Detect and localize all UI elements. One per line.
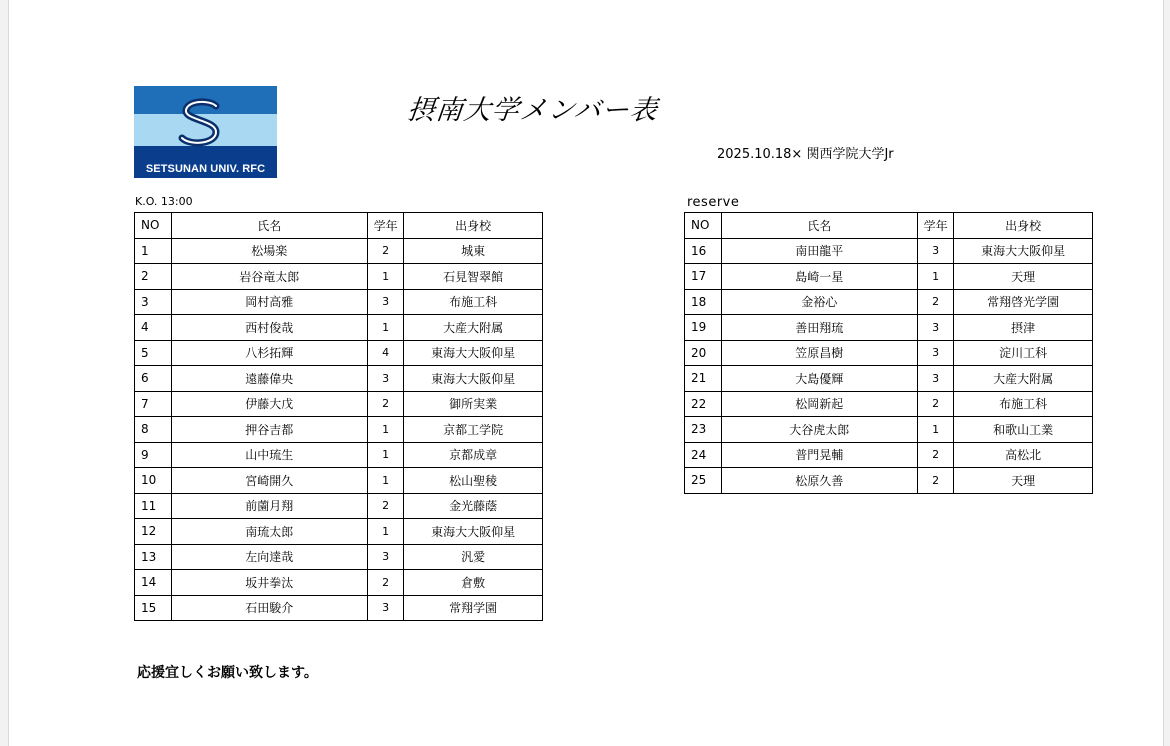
- match-info: 2025.10.18× 関西学院大学Jr: [717, 147, 894, 162]
- header-year: 学年: [917, 213, 953, 239]
- player-name: 南琉太郎: [171, 519, 367, 545]
- player-number: 2: [135, 264, 172, 290]
- player-number: 21: [685, 366, 722, 392]
- table-row: [135, 570, 543, 596]
- player-year: 3: [367, 595, 403, 621]
- player-number: 22: [685, 391, 722, 417]
- player-year: 3: [367, 544, 403, 570]
- table-row: [135, 519, 543, 545]
- player-number: 5: [135, 340, 172, 366]
- player-school: 東海大大阪仰星: [404, 340, 543, 366]
- player-name: 大島優輝: [721, 366, 917, 392]
- player-number: 11: [135, 493, 172, 519]
- table-row: [685, 442, 1093, 468]
- table-row: [685, 289, 1093, 315]
- player-school: 御所実業: [404, 391, 543, 417]
- player-name: 前薗月翔: [171, 493, 367, 519]
- table-row: [135, 315, 543, 341]
- s-emblem-icon: [172, 98, 232, 150]
- player-school: 大産大附属: [404, 315, 543, 341]
- player-school: 摂津: [954, 315, 1093, 341]
- player-number: 1: [135, 238, 172, 264]
- table-header-row: [135, 213, 543, 239]
- player-number: 13: [135, 544, 172, 570]
- player-name: 松岡新起: [721, 391, 917, 417]
- player-school: 大産大附属: [954, 366, 1093, 392]
- player-name: 坂井拳汰: [171, 570, 367, 596]
- player-name: 松場楽: [171, 238, 367, 264]
- player-year: 1: [367, 442, 403, 468]
- table-row: [135, 264, 543, 290]
- player-school: 天理: [954, 468, 1093, 494]
- player-year: 4: [367, 340, 403, 366]
- kickoff-time: K.O. 13:00: [135, 195, 193, 208]
- table-row: [135, 238, 543, 264]
- player-school: 石見智翠館: [404, 264, 543, 290]
- player-school: 京都工学院: [404, 417, 543, 443]
- player-school: 常翔学園: [404, 595, 543, 621]
- player-name: 島崎一星: [721, 264, 917, 290]
- player-year: 1: [367, 315, 403, 341]
- table-row: [135, 417, 543, 443]
- table-row: [135, 340, 543, 366]
- table-row: [135, 442, 543, 468]
- player-year: 3: [917, 366, 953, 392]
- header-no: NO: [135, 213, 172, 239]
- player-name: 石田駿介: [171, 595, 367, 621]
- table-row: [685, 417, 1093, 443]
- footer-message: 応援宜しくお願い致します。: [137, 665, 318, 681]
- player-year: 1: [367, 264, 403, 290]
- player-year: 1: [917, 417, 953, 443]
- starting-member-table: [134, 212, 543, 621]
- player-name: 善田翔琉: [721, 315, 917, 341]
- player-school: 淀川工科: [954, 340, 1093, 366]
- player-name: 岩谷竜太郎: [171, 264, 367, 290]
- player-year: 3: [917, 340, 953, 366]
- player-year: 1: [917, 264, 953, 290]
- table-row: [135, 595, 543, 621]
- table-row: [135, 289, 543, 315]
- player-school: 汎愛: [404, 544, 543, 570]
- player-year: 3: [917, 238, 953, 264]
- table-row: [135, 544, 543, 570]
- player-year: 3: [917, 315, 953, 341]
- player-name: 遠藤偉央: [171, 366, 367, 392]
- player-name: 岡村高雅: [171, 289, 367, 315]
- player-year: 2: [367, 570, 403, 596]
- player-number: 17: [685, 264, 722, 290]
- player-number: 18: [685, 289, 722, 315]
- player-name: 西村俊哉: [171, 315, 367, 341]
- player-name: 伊藤大戊: [171, 391, 367, 417]
- header-year: 学年: [367, 213, 403, 239]
- table-row: [135, 391, 543, 417]
- header-no: NO: [685, 213, 722, 239]
- player-name: 南田龍平: [721, 238, 917, 264]
- player-year: 2: [917, 442, 953, 468]
- player-number: 6: [135, 366, 172, 392]
- player-school: 城東: [404, 238, 543, 264]
- player-number: 7: [135, 391, 172, 417]
- player-year: 2: [917, 391, 953, 417]
- page-title: 摂南大学メンバー表: [406, 95, 660, 126]
- player-school: 常翔啓光学園: [954, 289, 1093, 315]
- table-row: [135, 366, 543, 392]
- table-header-row: [685, 213, 1093, 239]
- reserve-member-table: [684, 212, 1093, 494]
- header-school: 出身校: [954, 213, 1093, 239]
- player-name: 普門晃輔: [721, 442, 917, 468]
- player-year: 2: [367, 391, 403, 417]
- table-row: [135, 468, 543, 494]
- table-row: [685, 468, 1093, 494]
- player-number: 15: [135, 595, 172, 621]
- reserve-label: reserve: [687, 195, 740, 210]
- logo-text: SETSUNAN UNIV. RFC: [145, 163, 266, 175]
- player-school: 松山聖稜: [404, 468, 543, 494]
- player-year: 3: [367, 289, 403, 315]
- player-year: 2: [917, 468, 953, 494]
- table-row: [685, 238, 1093, 264]
- player-number: 24: [685, 442, 722, 468]
- player-name: 山中琉生: [171, 442, 367, 468]
- player-school: 布施工科: [404, 289, 543, 315]
- player-number: 12: [135, 519, 172, 545]
- table-row: [685, 340, 1093, 366]
- player-school: 金光藤蔭: [404, 493, 543, 519]
- player-school: 東海大大阪仰星: [404, 519, 543, 545]
- player-name: 笠原昌樹: [721, 340, 917, 366]
- player-number: 10: [135, 468, 172, 494]
- player-name: 金裕心: [721, 289, 917, 315]
- player-year: 2: [367, 238, 403, 264]
- player-year: 1: [367, 417, 403, 443]
- player-year: 1: [367, 519, 403, 545]
- player-number: 23: [685, 417, 722, 443]
- team-logo: [134, 86, 277, 178]
- player-number: 16: [685, 238, 722, 264]
- table-row: [685, 366, 1093, 392]
- player-name: 宮崎開久: [171, 468, 367, 494]
- player-school: 高松北: [954, 442, 1093, 468]
- player-year: 2: [917, 289, 953, 315]
- player-number: 4: [135, 315, 172, 341]
- player-name: 押谷吉都: [171, 417, 367, 443]
- player-number: 9: [135, 442, 172, 468]
- player-number: 14: [135, 570, 172, 596]
- header-name: 氏名: [721, 213, 917, 239]
- player-year: 1: [367, 468, 403, 494]
- player-name: 大谷虎太郎: [721, 417, 917, 443]
- player-year: 3: [367, 366, 403, 392]
- player-school: 東海大大阪仰星: [404, 366, 543, 392]
- player-school: 倉敷: [404, 570, 543, 596]
- player-school: 天理: [954, 264, 1093, 290]
- header-name: 氏名: [171, 213, 367, 239]
- player-number: 25: [685, 468, 722, 494]
- player-school: 東海大大阪仰星: [954, 238, 1093, 264]
- player-name: 左向達哉: [171, 544, 367, 570]
- player-number: 8: [135, 417, 172, 443]
- header-school: 出身校: [404, 213, 543, 239]
- player-school: 和歌山工業: [954, 417, 1093, 443]
- player-number: 3: [135, 289, 172, 315]
- table-row: [685, 391, 1093, 417]
- table-row: [135, 493, 543, 519]
- player-year: 2: [367, 493, 403, 519]
- player-name: 松原久善: [721, 468, 917, 494]
- player-name: 八杉拓輝: [171, 340, 367, 366]
- player-school: 京都成章: [404, 442, 543, 468]
- player-number: 19: [685, 315, 722, 341]
- player-number: 20: [685, 340, 722, 366]
- table-row: [685, 315, 1093, 341]
- table-row: [685, 264, 1093, 290]
- player-school: 布施工科: [954, 391, 1093, 417]
